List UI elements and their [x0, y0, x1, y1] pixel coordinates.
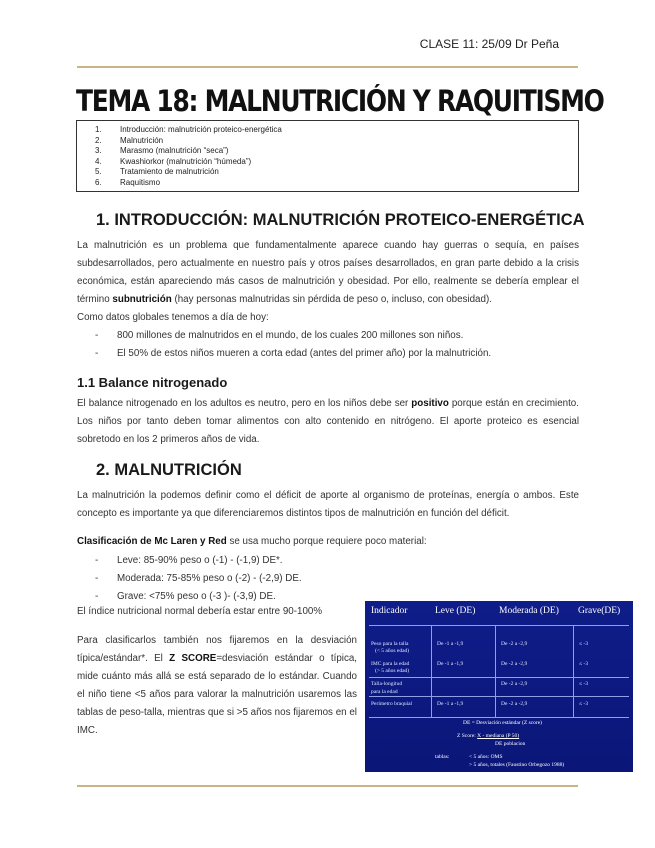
- table-cell: De -2 a -2,9: [501, 701, 528, 707]
- classification-list: [77, 551, 579, 605]
- table-header-cell: Moderada (DE): [499, 606, 559, 616]
- table-cell: para la edad: [371, 689, 398, 695]
- table-footnote: < 5 años: OMS: [469, 754, 503, 760]
- table-cell: Talla-longitud: [371, 681, 403, 687]
- table-cell: ≤ -3: [579, 661, 588, 667]
- toc-item: 1. Introducción: malnutrición proteico-energética: [95, 125, 282, 134]
- table-cell: Peso para la talla: [371, 641, 409, 647]
- global-data-list: [77, 326, 579, 362]
- z-score-table: [365, 601, 633, 772]
- table-of-contents: [76, 120, 579, 192]
- table-cell: (< 5 años edad): [375, 648, 410, 654]
- list-item: - El 50% de estos niños mueren a corta edad (antes del primer año) por la malnutrición.: [95, 347, 492, 359]
- table-divider: [431, 625, 432, 717]
- top-divider: [77, 66, 578, 68]
- class-header: CLASE 11: 25/09 Dr Peña: [419, 37, 559, 51]
- table-cell: ≤ -3: [579, 701, 588, 707]
- list-item: - Moderada: 75-85% peso o (-2) - (-2,9) DE.: [95, 572, 302, 584]
- table-footnote: tablas:: [435, 754, 450, 760]
- toc-item: 6. Raquitismo: [95, 177, 161, 187]
- table-header-cell: Indicador: [371, 606, 408, 616]
- table-footnote: Z Score: X - mediana (P 50): [457, 733, 520, 739]
- table-cell: De -2 a -2,9: [501, 641, 528, 647]
- table-divider: [369, 717, 629, 718]
- table-cell: ≤ -3: [579, 681, 588, 687]
- toc-item: 4. Kwashiorkor (malnutrición “húmeda”): [95, 156, 252, 166]
- table-header-row: [365, 606, 633, 622]
- section-1-1-heading: 1.1 Balance nitrogenado: [77, 375, 228, 390]
- table-cell: (> 5 años edad): [375, 668, 410, 674]
- section-2-paragraph: La malnutrición la podemos definir como el déficit de aporte al organismo de proteínas, energía o ambos. Este concepto es importante ya que diferenciaremos distintos tipos de malnutrición en función del déficit.: [77, 490, 579, 519]
- table-divider: [369, 625, 629, 626]
- table-footnote: DE = Desviación estándar (Z score): [463, 720, 543, 726]
- list-item: - Leve: 85-90% peso o (-1) - (-1,9) DE*.: [95, 554, 283, 566]
- section-2-heading: 2. MALNUTRICIÓN: [96, 461, 242, 479]
- table-header-cell: Leve (DE): [435, 606, 476, 616]
- table-cell: ≤ -3: [579, 641, 588, 647]
- table-footnote: DE poblacion: [495, 741, 526, 747]
- toc-item: 2. Malnutrición: [95, 135, 164, 145]
- classification-intro: Clasificación de Mc Laren y Red se usa mucho porque requiere poco material:: [77, 536, 427, 547]
- page-title: TEMA 18: MALNUTRICIÓN Y RAQUITISMO: [76, 84, 604, 118]
- table-footnote: > 5 años, totales (Faustino Orbegozo 1988): [469, 762, 565, 768]
- bottom-divider: [77, 785, 578, 787]
- z-score-paragraph: Para clasificarlos también nos fijaremos en la desviación típica/estándar*. El Z SCORE=desviación estándar o típica, mide cuánto más allá se está separado de lo estándar. Cuando el niño tiene <5 años para valorar la malnutrición usaremos las tablas de peso-talla, mientras que si >5 años nos fijaremos en el IMC.: [77, 635, 358, 736]
- section-1-paragraph: La malnutrición es un problema que fundamentalmente aparece cuando hay guerras o sequía, en países subdesarrollados, pero actualmente en nuestro país y otros países desarrollados, en gran parte debido a la crisis económica, están apareciendo más casos de malnutrición y obesidad. Por ello, realmente se debería emplear el término subnutrición (hay personas malnutridas sin pérdida de peso o, incluso, con obesidad). Como datos globales tenemos a día de hoy:: [77, 240, 579, 323]
- table-header-cell: Grave(DE): [578, 606, 621, 616]
- table-divider: [369, 677, 629, 678]
- table-divider: [369, 696, 629, 697]
- table-cell: De -1 a -1,9: [437, 641, 464, 647]
- table-cell: De -2 a -2,9: [501, 661, 528, 667]
- table-cell: IMC para la edad: [371, 661, 410, 667]
- toc-item: 3. Marasmo (malnutrición “seca”): [95, 146, 229, 155]
- section-1-heading: 1. INTRODUCCIÓN: MALNUTRICIÓN PROTEICO-ENERGÉTICA: [96, 211, 585, 229]
- table-cell: De -1 a -1,9: [437, 701, 464, 707]
- table-cell: De -2 a -2,9: [501, 681, 528, 687]
- toc-item: 5. Tratamiento de malnutrición: [95, 167, 219, 176]
- list-item: - 800 millones de malnutridos en el mundo, de los cuales 200 millones son niños.: [95, 329, 464, 341]
- normal-index-text: El índice nutricional normal debería estar entre 90-100%: [77, 606, 323, 617]
- table-divider: [495, 625, 496, 717]
- table-divider: [573, 625, 574, 717]
- section-1-1-paragraph: El balance nitrogenado en los adultos es neutro, pero en los niños debe ser positivo porque están en crecimiento. Los niños por tanto deben tomar alimentos con alto contenido en nitrógeno. El aporte proteico es esencial sobretodo en los 2 primeros años de vida.: [77, 398, 579, 445]
- table-cell: De -1 a -1,9: [437, 661, 464, 667]
- list-item: - Grave: <75% peso o (-3 )- (-3,9) DE.: [95, 590, 276, 602]
- table-cell: Perímetro braquial: [371, 701, 413, 707]
